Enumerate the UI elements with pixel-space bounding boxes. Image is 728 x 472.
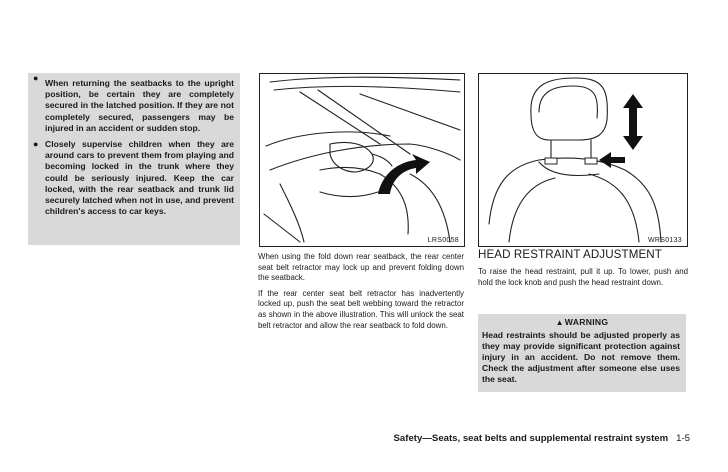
figure-code: LRS0058 [427, 237, 459, 244]
bullet-icon: ● [33, 139, 39, 150]
lock-knob-arrow-icon [599, 152, 625, 168]
seatback-drawing [260, 74, 464, 246]
bullet-text: Closely supervise children when they are around cars to prevent them from playing and becoming locked in the trunk where they could be seriously injured. Keep the car locked, with the rear seatback and trunk lid securely latched when not in use, and prevent children's access to car keys. [45, 139, 234, 217]
head-restraint-section [478, 248, 688, 288]
bullet-icon: ● [33, 73, 39, 83]
warning-bullet [32, 139, 234, 217]
page-footer [394, 433, 690, 444]
warning-column [28, 73, 240, 245]
up-down-arrow-icon [623, 94, 643, 150]
bullet-text: When returning the seatbacks to the upright position, be certain they are completely secured in the latched position. If they are not completely secured, passengers may be injured in an accident or sudden stop. [45, 78, 234, 133]
warning-text: Head restraints should be adjusted properly as they may provide significant protection against injury in an accident. Do not remove them. Check the adjustment after someone else uses the seat. [482, 330, 680, 384]
warning-triangle-icon: ▲ [555, 318, 564, 327]
warning-title: WARNING [564, 317, 609, 327]
head-restraint-illustration [478, 73, 688, 247]
paragraph: When using the fold down rear seatback, the rear center seat belt retractor may lock up and prevent folding down the seatback. [258, 252, 464, 283]
head-restraint-drawing [479, 74, 687, 246]
page-number: 1-5 [676, 433, 690, 444]
figure-code: WRS0133 [647, 237, 682, 244]
warning-bullet [32, 73, 234, 134]
paragraph: If the rear center seat belt retractor has inadvertently locked up, push the seat belt webbing toward the retractor as shown in the above illustration. This will unlock the seat belt retractor and allow the rear seatback to fold down. [258, 288, 464, 330]
warning-box [478, 314, 686, 392]
paragraph: To raise the head restraint, pull it up. To lower, push and hold the lock knob and push the head restraint down. [478, 267, 688, 287]
footer-section-title: Safety—Seats, seat belts and supplemental restraint system [393, 433, 669, 444]
section-heading: HEAD RESTRAINT ADJUSTMENT [478, 248, 662, 261]
seatback-illustration [259, 73, 465, 247]
warning-heading [478, 314, 686, 327]
seatback-text [258, 252, 464, 336]
